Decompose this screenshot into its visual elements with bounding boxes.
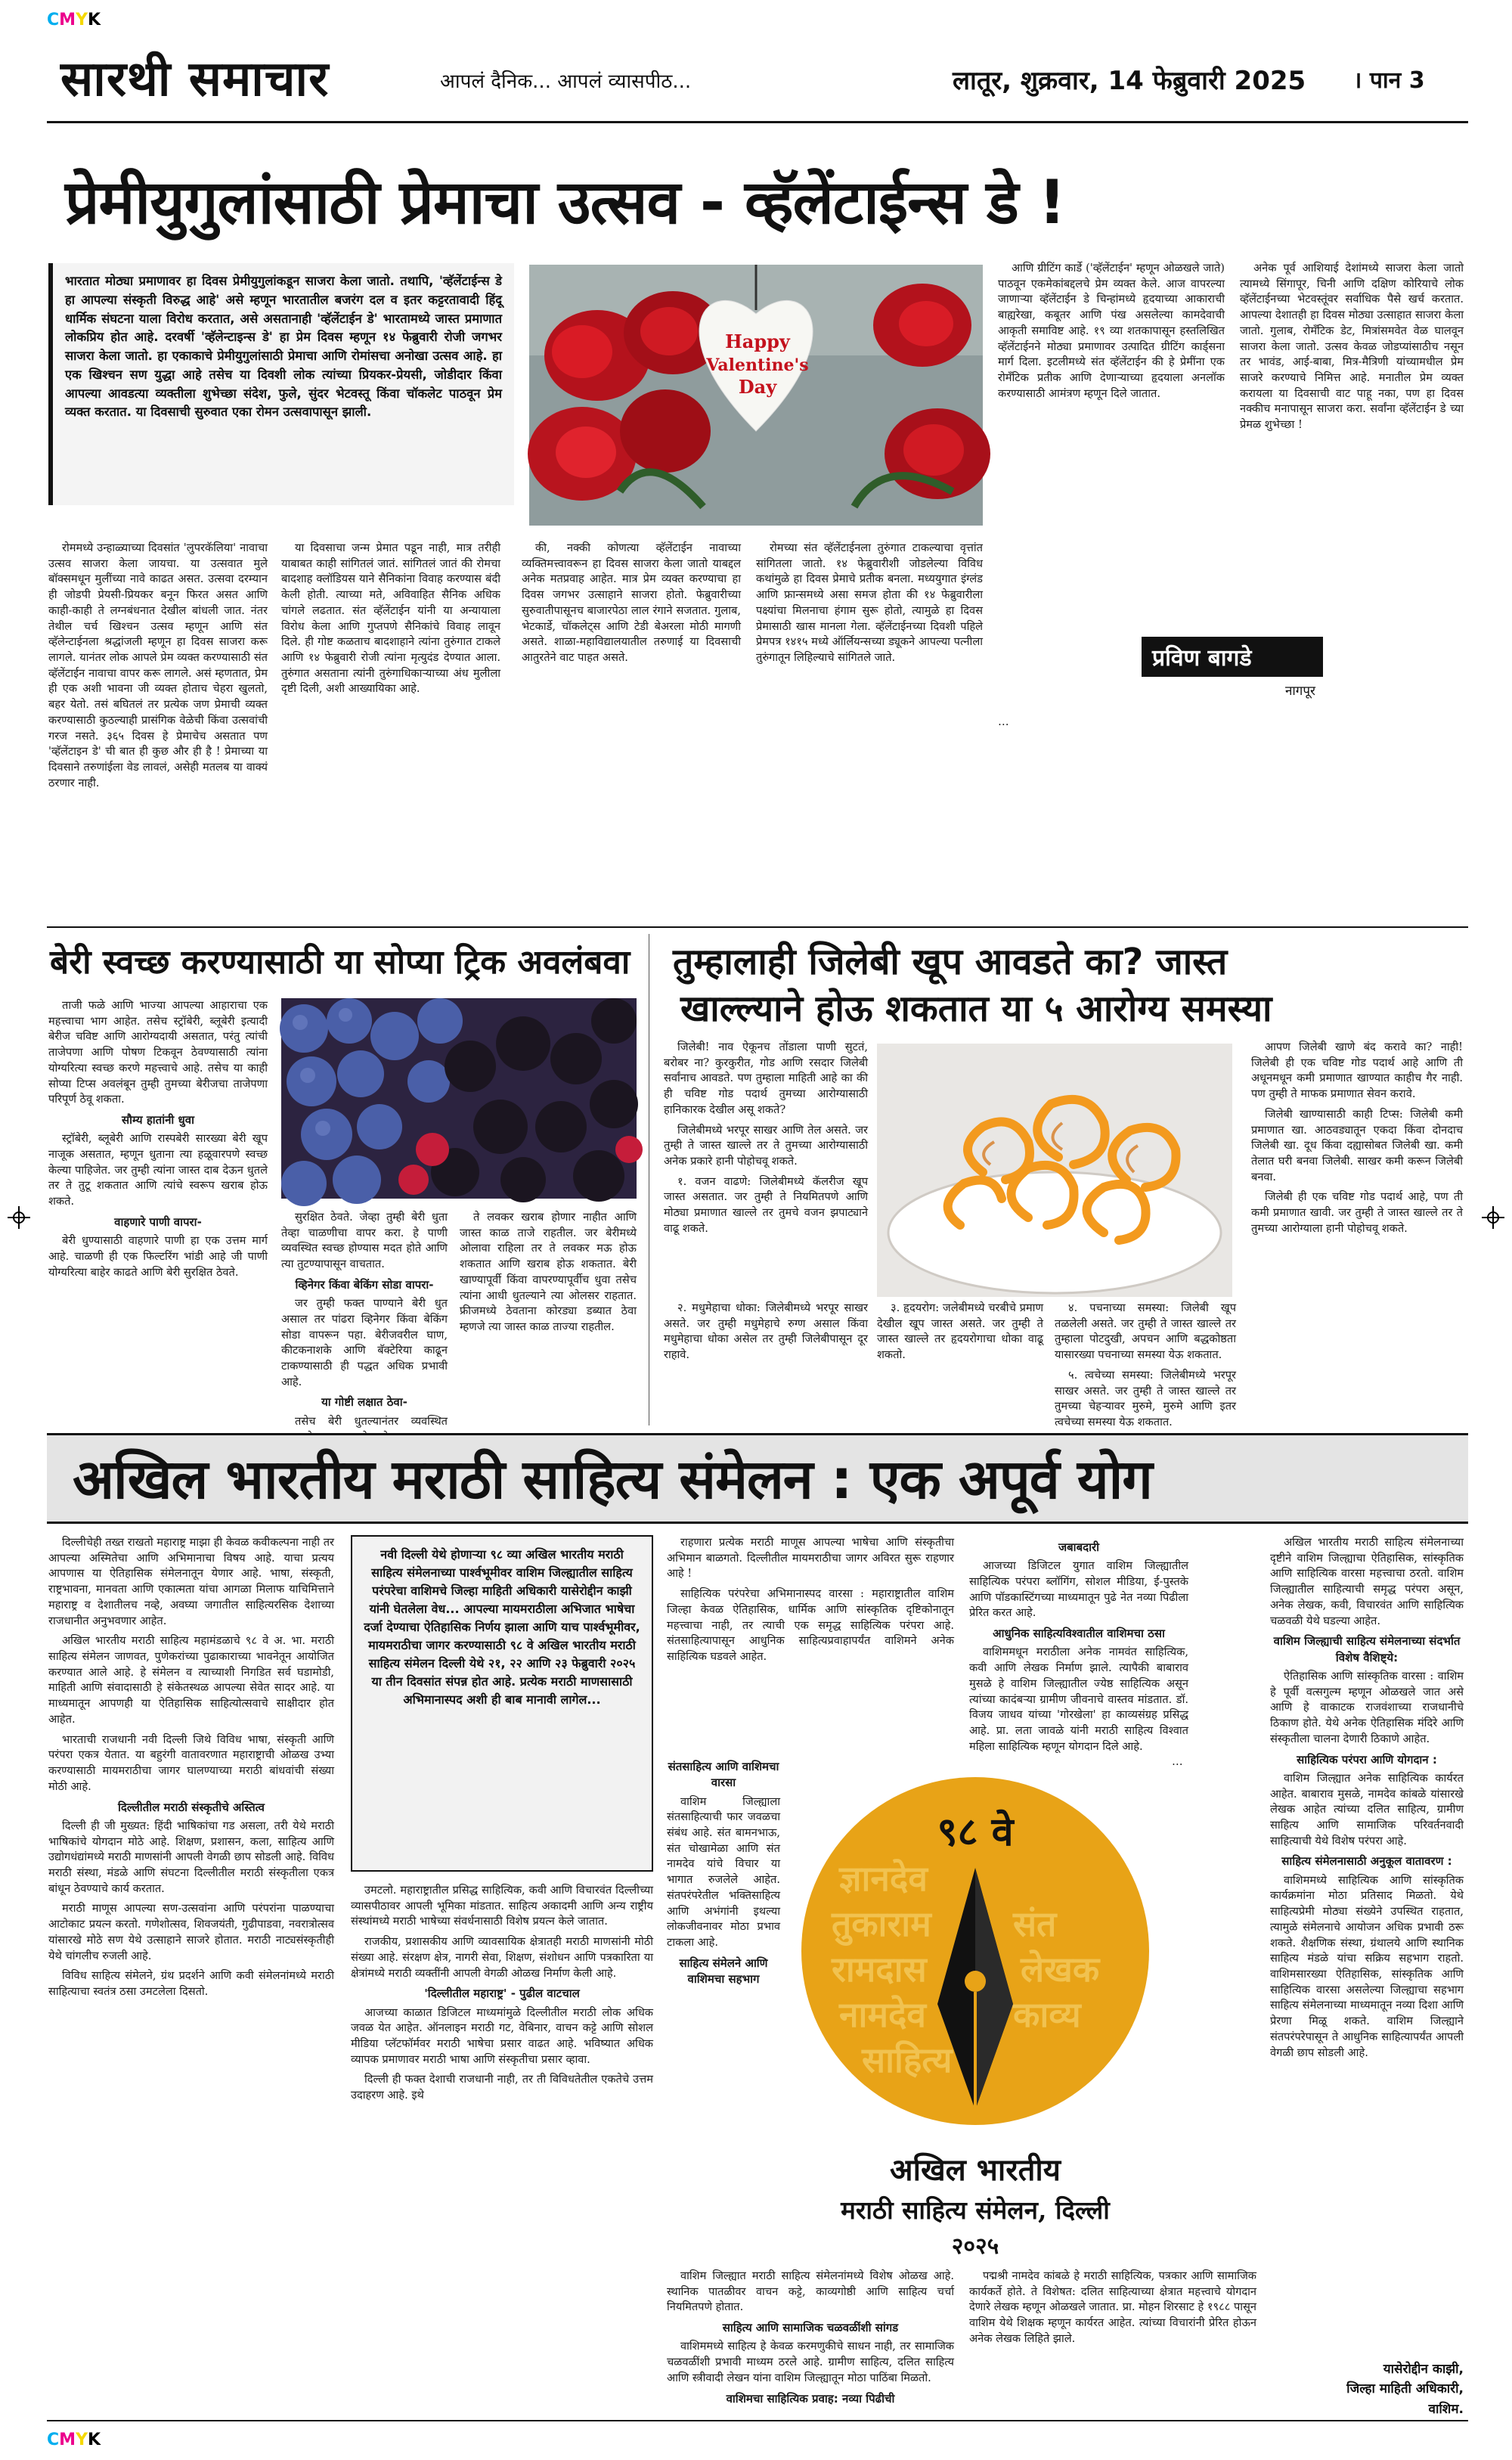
signoff-name: यासेरोद्दीन काझी,	[1383, 2362, 1464, 2377]
sahitya-c4-sub-1: जबाबदारी	[1058, 1540, 1099, 1554]
berries-sub-2: वाहणारे पाणी वापरा-	[114, 1214, 202, 1229]
berries-headline: बेरी स्वच्छ करण्यासाठी या सोप्या ट्रिक अवलंबवा	[50, 943, 631, 982]
berries-col-1	[48, 998, 268, 1422]
jalebi-p6: ४. पचनाच्या समस्या: जिलेबी खूप तळलेली असते. जर तुम्ही ते जास्त खाल्ले तर तुम्हाला पोटदुखी, अपचन आणि बद्धकोष्ठता यासारख्या पचनाच्या समस्या येऊ शकतात.	[1055, 1301, 1236, 1362]
valentine-roses-image	[529, 265, 983, 526]
jalebi-col-5	[1055, 1301, 1236, 1429]
reg-y: Y	[76, 11, 88, 29]
berries-p6: तसेच बेरी धुतल्यानंतर व्यवस्थित	[295, 1414, 448, 1428]
sahitya-c3-p3: वाशिम जिल्ह्याला संतसाहित्याची फार जवळचा संबंध आहे. संत बामनभाऊ, संत चोखामेळा आणि संत नामदेव यांचे विचार या भागात रुजलेले आहेत. संतपरंपरेतील भक्तिसाहित्य आणि अभंगांनी इथल्या लोकजीवनावर मोठा प्रभाव टाकला आहे.	[667, 1795, 780, 1950]
logo-line-1: अखिल भारतीय	[890, 2152, 1061, 2188]
registration-mark-bottom	[47, 2431, 101, 2449]
author-name: प्रविण बागडे	[1142, 637, 1323, 677]
valentine-body-1: रोममध्ये उन्हाळ्याच्या दिवसांत 'लुपरकॅलिया' नावाचा उत्सव साजरा केला जायचा. या उत्सवात मुले बॉक्समधून मुलींच्या नावे काढत असत. उत्सवा दरम्यान ही जोडपी प्रेयसी-प्रियकर बनून फिरत असत आणि काही-काही ते लग्नबंधनात देखील बांधली जात. नंतर तेथील चर्च खिश्चन उत्सव म्हणून आणि संत व्हॅलेन्टाईनला श्रद्धांजली म्हणून हा दिवस साजरा करू लागले. यानंतर लोक आपले प्रेम व्यक्त करण्यासाठी संत व्हॅलेंटाईन नावाचा वापर करू लागले. असं म्हणतात, प्रेम ही एक अशी भावना जी व्यक्त होताच चेहरा खुलतो, बहर येतो. तसं बघितलं तर प्रत्येक जण प्रेमाची व्यक्त करण्यासाठी कुठल्याही प्रासंगिक वेळेची किंवा उत्सवांची गरज नसते. ३६५ दिवस हे प्रेमाचेच असतात पण 'व्हॅलेंटाइन डे' ची बात ही कुछ और ही है ! प्रेमाच्या या दिवसाने तरुणांईला वेड लावलं, असेही मतलब या वाक्यं ठरणार नाही.	[48, 541, 268, 789]
jalebi-p2: जिलेबीमध्ये भरपूर साखर आणि तेल असते. जर तुम्ही ते जास्त खाल्ले तर ते तुमच्या आरोग्यासाठी अनेक प्रकारे हानी पोहोचवू शकते.	[664, 1123, 868, 1168]
sahitya-col-4	[969, 1535, 1188, 1754]
sahitya-col-3c	[667, 2269, 954, 2416]
reg-k: K	[88, 2431, 101, 2449]
roses-illustration	[529, 265, 983, 526]
sahitya-c4-p1: आजच्या डिजिटल युगात वाशिम जिल्ह्यातील साहित्यिक परंपरा ब्लॉगिंग, सोशल मीडिया, ई-पुस्तके आणि पॉडकास्टिंगच्या माध्यमातून पुढे नेत नव्या पिढीला प्रेरित करत आहे.	[969, 1559, 1188, 1620]
valentine-intro-box	[48, 263, 514, 505]
sahitya-c5-p1: अखिल भारतीय मराठी साहित्य संमेलनाच्या दृष्टीने वाशिम जिल्ह्याचा ऐतिहासिक, सांस्कृतिक आणि साहित्यिक वारसा महत्त्वाचा ठरतो. वाशिम जिल्ह्यातील साहित्याची समृद्ध परंपरा असून, अनेक लेखक, कवी, विचारवंत आणि साहित्यिक चळवळी येथे घडल्या आहेत.	[1270, 1536, 1464, 1627]
footer-rule	[47, 2420, 1468, 2421]
berries-sub-3: व्हिनेगर किंवा बेकिंग सोडा वापरा-	[295, 1277, 434, 1292]
sahitya-c5-sub-2: साहित्यिक परंपरा आणि योगदान :	[1297, 1752, 1437, 1767]
jalebi-p8: आपण जिलेबी खाणे बंद करावे का? नाही! जिलेबी ही एक चविष्ट गोड पदार्थ आहे आणि ती अधूनमधून कमी प्रमाणात खाण्यात काहीच गैर नाही. पण तुम्ही ते माफक प्रमाणात सेवन करावे.	[1251, 1041, 1463, 1101]
sahitya-headline: अखिल भारतीय मराठी साहित्य संमेलन : एक अपूर्व योग	[73, 1447, 1152, 1511]
crop-mark-left	[8, 1206, 30, 1229]
sahitya-c3-p4: वाशिम जिल्ह्यात मराठी साहित्य संमेलनांमध्ये विशेष ओळख आहे. स्थानिक पातळीवर वाचन कट्टे, काव्यगोष्ठी आणि साहित्य चर्चा नियमितपणे होतात.	[667, 2269, 954, 2314]
sahitya-c5-sub-1: वाशिम जिल्ह्याची साहित्य संमेलनाच्या संदर्भात विशेष वैशिष्ट्ये:	[1273, 1634, 1461, 1664]
jalebi-headline-1: तुम्हालाही जिलेबी खूप आवडते का? जास्त	[673, 941, 1228, 983]
berries-sub-4: या गोष्टी लक्षात ठेवा-	[321, 1395, 407, 1410]
sahitya-c2-sub-1: 'दिल्लीतील महाराष्ट्र' - पुढील वाटचाल	[424, 1987, 580, 2001]
jalebi-p1: जिलेबी! नाव ऐकूनच तोंडाला पाणी सुटतं, बरोबर ना? कुरकुरीत, गोड आणि रसदार जिलेबी सर्वांनाच आवडते. पण तुम्हाला माहिती आहे का की ही चविष्ट गोड पदार्थ तुमच्या आरोग्यासाठी हानिकारक देखील असू शकते?	[664, 1041, 868, 1116]
reg-y: Y	[76, 2431, 88, 2449]
registration-mark-top	[47, 11, 101, 29]
valentine-col-1	[48, 541, 268, 919]
signoff-role: जिल्हा माहिती अधिकारी,	[1346, 2381, 1464, 2397]
jalebi-p9: जिलेबी खाण्यासाठी काही टिप्स: जिलेबी कमी प्रमाणात खा. आठवड्यातून एकदा किंवा दोनदाच जिलेबी खा. दूध किंवा दह्यासोबत जिलेबी खा. कमी तेलात घरी बनवा जिलेबी. साखर कमी करून जिलेबी बनवा.	[1251, 1107, 1463, 1183]
sahitya-c1-p4: दिल्ली ही जी मुख्यत: हिंदी भाषिकांचा गड असला, तरी येथे मराठी भाषिकांचे योगदान मोठे आहे. शिक्षण, प्रशासन, कला, साहित्य आणि उद्योगधंद्यांमध्ये मराठी माणसांनी आपली वेगळी छाप सोडली आहे. विविध मराठी संस्था, मंडळे आणि संघटना दिल्लीतील मराठी संस्कृतीला एकत्र बांधून ठेवण्याचे कार्य करतात.	[48, 1819, 334, 1895]
berries-sub-1: सौम्य हातांनी धुवा	[122, 1113, 194, 1128]
heart-line-1: Happy	[725, 330, 790, 352]
sahitya-c4-p3: पद्मश्री नामदेव कांबळे हे मराठी साहित्यिक, पत्रकार आणि सामाजिक कार्यकर्ते होते. ते विशेषत: दलित साहित्याच्या क्षेत्रात महत्त्वाचे योगदान देणारे लेखक म्हणून ओळखले जातात. प्रा. मोहन शिरसाट हे १९८८ पासून वाशिम येथे शिक्षक म्हणून कार्यरत आहेत. त्यांच्या विचारांनी प्रेरित होऊन अनेक लेखक लिहिते झाले.	[969, 2269, 1256, 2345]
valentine-col-2	[281, 541, 500, 919]
sahitya-col-3	[667, 1535, 954, 1754]
jalebi-p7: ५. त्वचेच्या समस्या: जिलेबीमध्ये भरपूर साखर असते. जर तुम्ही ते जास्त खाल्ले तर तुमच्या चेहऱ्यावर मुरुमे, मुरुमे आणि इतर त्वचेच्या समस्या येऊ शकतात.	[1055, 1368, 1236, 1429]
sahitya-intro-box	[351, 1535, 653, 1872]
valentine-body-5: आणि ग्रीटिंग कार्डे ('व्हॅलेंटाईन' म्हणून ओळखले जाते) पाठवून एकमेकांबद्दलचे प्रेम व्यक्त केले. आज वापरल्या जाणाऱ्या व्हॅलेंटाईन डे चिन्हांमध्ये हृदयाच्या आकाराची बाह्यरेखा, कबूतर आणि पंख असलेल्या कामदेवाची आकृती समाविष्ट आहे. १९ व्या शतकापासून हस्तलिखित व्हॅलेंटाईनने मोठ्या प्रमाणावर उत्पादित ग्रीटिंग कार्ड्सना मार्ग दिला. इटलीमध्ये संत व्हॅलेंटाईन की हे प्रेमींना एक रोमँटिक प्रतीक आणि देणाऱ्याच्या हृदयाला अनलॉक करण्यासाठी आमंत्रण म्हणून दिले जातात.	[998, 262, 1225, 400]
berries-p2: स्ट्रॉबेरी, ब्लूबेरी आणि रास्पबेरी सारख्या बेरी खूप नाजूक असतात, म्हणून धुताना त्या हळूवारपणे स्वच्छ केल्या पाहिजेत. जर तुम्ही त्यांना जास्त दाब देऊन धुतले तर ते तुटू शकतात आणि त्यांचे स्वरूप खराब होऊ शकते.	[48, 1132, 268, 1208]
berries-p3: बेरी धुण्यासाठी वाहणारे पाणी हा एक उत्तम मार्ग आहे. चाळणी ही एक फिल्टरिंग भांडी आहे जी पाणी योग्यरित्या बाहेर काढते आणि बेरी सुरक्षित ठेवते.	[48, 1234, 268, 1279]
berries-image	[281, 998, 637, 1199]
sahitya-col-2	[351, 1883, 653, 2412]
sahitya-c5-p4: वाशिममध्ये साहित्यिक आणि सांस्कृतिक कार्यक्रमांना मोठा प्रतिसाद मिळतो. येथे साहित्यप्रेमी मोठ्या संख्येने उपस्थित राहतात, त्यामुळे संमेलनाचे आयोजन अधिक प्रभावी ठरू शकते. शैक्षणिक संस्था, ग्रंथालये आणि स्थानिक साहित्य मंडळे यांचा सक्रिय सहभाग राहतो. वाशिमसारख्या ऐतिहासिक, सांस्कृतिक आणि साहित्यिक वारसा असलेल्या जिल्ह्याचा सहभाग साहित्य संमेलनाच्या माध्यमातून नव्या दिशा आणि प्रेरणा मिळू शकते. वाशिम जिल्ह्याने संतपरंपरेपासून ते आधुनिक साहित्यापर्यंत आपली वेगळी छाप सोडली आहे.	[1270, 1873, 1464, 2059]
sahitya-c3-p2: साहित्यिक परंपरेचा अभिमानास्पद वारसा : महाराष्ट्रातील वाशिम जिल्हा केवळ ऐतिहासिक, धार्मिक आणि सांस्कृतिक दृष्टिकोनातून महत्त्वाचा नाही, तर त्याची एक समृद्ध साहित्यिक परंपरा आहे. संतसाहित्यापासून आधुनिक साहित्यप्रवाहापर्यंत वाशिमने अनेक साहित्यिक घडवले आहेत.	[667, 1587, 954, 1664]
valentine-body-4: रोमच्या संत व्हॅलेंटाईनला तुरुंगात टाकल्याचा वृत्तांत सांगितला जातो. १४ फेब्रुवारीशी जोडलेल्या विविध कथांमुळे हा दिवस प्रेमाचे प्रतीक बनला. मध्ययुगात इंग्लंड आणि फ्रान्समध्ये असा समज होता की १४ फेब्रुवारीला पक्ष्यांचा मिलनाचा हंगाम सुरू होतो, त्यामुळे हा दिवस प्रेमासाठी खास मानला गेला. व्हॅलेंटाईनच्या दिवशी पहिले प्रेमपत्र १४१५ मध्ये ऑर्लियन्सच्या ड्यूकने आपल्या पत्नीला तुरुंगातून लिहिल्याचे सांगितले जाते.	[756, 541, 983, 665]
valentine-body-2: या दिवसाचा जन्म प्रेमात पडून नाही, मात्र तरीही याबाबत काही सांगितलं जातं. सांगितलं जातं की रोमचा बादशाह क्लॉडियस याने सैनिकांना विवाह करण्यास बंदी केली होती. त्याच्या मते, अविवाहित सैनिक अधिक चांगले लढतात. संत व्हॅलेंटाईन यांनी या अन्यायाला विरोध केला आणि गुप्तपणे सैनिकांचे विवाह लावून दिले. ही गोष्ट कळताच बादशाहाने त्यांना तुरुंगात टाकले आणि १४ फेब्रुवारी रोजी त्यांना मृत्युदंड देण्यात आला. तुरुंगात असताना त्यांनी तुरुंगाधिकाऱ्याच्या अंध मुलीला दृष्टी दिली, अशी आख्यायिका आहे.	[281, 541, 500, 696]
signoff-place: वाशिम.	[1428, 2401, 1464, 2417]
sahitya-box-text: नवी दिल्ली येथे होणाऱ्या ९८ व्या अखिल भारतीय मराठी साहित्य संमेलनाच्या पार्श्वभूमीवर वाशिम जिल्ह्यातील साहित्य परंपरेचा वाशिमचे जिल्हा माहिती अधिकारी यासेरोद्दीन काझी यांनी घेतलेला वेध... आपल्या मायमराठीला अभिजात भाषेचा दर्जा देण्याचा ऐतिहासिक निर्णय झाला आणि याच पार्श्वभूमीवर, मायमराठीचा जागर करण्यासाठी ९८ वे अखिल भारतीय मराठी साहित्य संमेलन दिल्ली येथे २१, २२ आणि २३ फेब्रुवारी २०२५ या तीन दिवसांत संपन्न होत आहे. प्रत्येक मराठी माणसासाठी अभिमानास्पद अशी ही बाब मानावी लागेल...	[364, 1547, 640, 1707]
sahitya-c5-p2: ऐतिहासिक आणि सांस्कृतिक वारसा : वाशिम हे पूर्वी वत्सगुल्म म्हणून ओळखले जात असे आणि हे वाकाटक राजवंशाच्या राजधानीचे ठिकाण होते. येथे अनेक ऐतिहासिक मंदिरे आणि संस्कृतीला चालना देणारी ठिकाणे आहेत.	[1270, 1669, 1464, 1745]
reg-m: M	[59, 11, 76, 29]
crop-mark-right	[1482, 1206, 1504, 1229]
svg-text:नामदेव: नामदेव	[839, 1994, 926, 2035]
jalebi-col-4	[877, 1301, 1043, 1422]
sahitya-col-4c	[969, 2269, 1256, 2416]
berries-p7: ते लवकर खराब होणार नाहीत आणि जास्त काळ ताजे राहतील. जर बेरीमध्ये ओलावा राहिला तर ते लवकर मऊ होऊ शकतात आणि खराब होऊ शकतात. बेरी खाण्यापूर्वी किंवा वापरण्यापूर्वीच धुवा तसेच त्यांना आधी धुतल्याने त्या ओलसर राहतात. फ्रीजमध्ये ठेवताना कोरड्या डब्यात ठेवा म्हणजे त्या जास्त काळ ताज्या राहतील.	[460, 1211, 637, 1334]
reg-m: M	[59, 2431, 76, 2449]
sahitya-c2-p4: दिल्ली ही फक्त देशाची राजधानी नाही, तर ती विविधतेतील एकतेचे उत्तम उदाहरण आहे. इथे	[351, 2073, 653, 2102]
berries-col-3	[460, 1210, 637, 1422]
jalebi-col-3	[664, 1301, 868, 1422]
heart-line-2: Valentine's	[706, 355, 809, 375]
berries-illustration	[281, 998, 637, 1199]
sahitya-c1-p5: मराठी माणूस आपल्या सण-उत्सवांना आणि परंपरांना पाळण्याचा आटोकाट प्रयत्न करतो. गणेशोत्सव, शिवजयंती, गुढीपाडवा, नवरात्रोत्सव यांसारखे मोठे सण येथे उत्साहाने साजरे होतात. मराठी नाट्यसंस्कृतीही येथे चांगलीच रुजली आहे.	[48, 1902, 334, 1962]
sahitya-c3-sub-4: वाशिमचा साहित्यिक प्रवाह: नव्या पिढीची	[726, 2391, 895, 2406]
valentine-col-5b: …	[998, 715, 1009, 728]
svg-text:साहित्य: साहित्य	[862, 2040, 953, 2080]
logo-year: २०२५	[951, 2233, 999, 2260]
sahitya-c1-p6: विविध साहित्य संमेलने, ग्रंथ प्रदर्शने आणि कवी संमेलनांमध्ये मराठी साहित्याचा स्वतंत्र ठसा उमटलेला दिसतो.	[48, 1969, 334, 1998]
jalebi-p3: १. वजन वाढणे: जिलेबीमध्ये कॅलरीज खूप जास्त असतात. जर तुम्ही ते नियमितपणे आणि मोठ्या प्रमाणात खाल्ले तर तुमचे वजन झपाट्याने वाढू शकते.	[664, 1174, 868, 1235]
masthead-tagline: आपलं दैनिक... आपलं व्यासपीठ...	[440, 70, 692, 93]
masthead-title: सारथी समाचार	[60, 51, 330, 107]
svg-text:तुकाराम: तुकाराम	[832, 1903, 931, 1944]
berries-col-2	[281, 1210, 448, 1428]
sahitya-c1-p1: दिल्लीचेही तख्त राखतो महाराष्ट्र माझा ही केवळ कवीकल्पना नाही तर आपल्या अस्मितेचा आणि अभिमानाचा विषय आहे. याचा प्रत्यय आपणास या ऐतिहासिक संमेलनातून येणार आहे. भाषा, संस्कृती, राष्ट्रभावना, मानवता आणि एकात्मता यांचा आगळा मिलाफ याचिमित्ताने महाराष्ट्र व देशातीलच नव्हे, अवघ्या जगातील साहित्यरसिक देशाच्या राजधानीत अनुभवणार आहेत.	[48, 1536, 334, 1627]
svg-text:संत: संत	[1013, 1903, 1057, 1944]
sahitya-c2-p1: उमटलो. महाराष्ट्रातील प्रसिद्ध साहित्यिक, कवी आणि विचारवंत दिल्लीच्या व्यासपीठावर आपली भूमिका मांडतात. साहित्य अकादमी आणि अन्य राष्ट्रीय संस्थांमध्ये मराठी भाषेच्या संवर्धनासाठी विशेष प्रयत्न केले जातात.	[351, 1884, 653, 1928]
jalebi-p4: २. मधुमेहाचा धोका: जिलेबीमध्ये भरपूर साखर असते. जर तुम्ही मधुमेहाचे रुग्ण असाल किंवा मधुमेहाचा धोका असेल तर तुम्ही जिलेबीपासून दूर राहावे.	[664, 1301, 868, 1362]
berries-p5: जर तुम्ही फक्त पाण्याने बेरी धुत असाल तर पांढरा व्हिनेगर किंवा बेकिंग सोडा वापरून पहा. बेरीजवरील घाण, कीटकनाशके आणि बॅक्टेरिया काढून टाकण्यासाठी ही पद्धत अधिक प्रभावी आहे.	[281, 1297, 448, 1388]
sahitya-c1-p3: भारताची राजधानी नवी दिल्ली जिथे विविध भाषा, संस्कृती आणि परंपरा एकत्र येतात. या बहुरंगी वातावरणात महाराष्ट्राची ओळख उभ्या करण्यासाठी मायमराठीचा जागर घालण्याच्या मराठी बांधवांची संख्या मोठी आहे.	[48, 1733, 334, 1793]
jalebi-p5: ३. हृदयरोग: जलेबीमध्ये चरबीचे प्रमाण देखील खूप जास्त असते. जर तुम्ही ते जास्त खाल्ले तर हृदयरोगाचा धोका वाढू शकतो.	[877, 1301, 1043, 1362]
masthead-dateline: लातूर, शुक्रवार, 14 फेब्रुवारी 2025	[953, 66, 1306, 96]
reg-c: C	[47, 2431, 60, 2449]
sahitya-c4-p2: वाशिममधून मराठीला अनेक नामवंत साहित्यिक, कवी आणि लेखक निर्माण झाले. त्यापैकी बाबाराव मुसळे हे वाशिम जिल्ह्यातील ज्येष्ठ साहित्यिक असून त्यांच्या कादंबऱ्या ग्रामीण जीवनाचे वास्तव मांडतात. डॉ. विजय जाधव यांच्या 'गोरखेला' हा काव्यसंग्रह प्रसिद्ध आहे. प्रा. लता जावळे यांनी मराठी साहित्य विश्वात महिला साहित्यिक म्हणून योगदान दिले आहे.	[969, 1646, 1188, 1753]
sahitya-c1-p2: अखिल भारतीय मराठी साहित्य महामंडळाचे ९८ वे अ. भा. मराठी साहित्य संमेलन जाणवत, पुणेकरांच्या पुढाकाराच्या भावनेतून आयोजित करण्यात आले आहे. हे संमेलन व त्याच्याशी निगडित सर्व घडामोडी, माहिती आणि संवादासाठी हे संकेतस्थळ आपल्या सेवेत सादर आहे. या माध्यमातून आपणही या ऐतिहासिक साहित्योत्सवाचे साक्षीदार होत आहेत.	[48, 1634, 334, 1726]
valentine-col-4	[756, 541, 983, 919]
reg-k: K	[88, 11, 101, 29]
valentine-intro: भारतात मोठ्या प्रमाणावर हा दिवस प्रेमीयुगुलांकडून साजरा केला जातो. तथापि, 'व्हॅलेंटाईन्स डे हा आपल्या संस्कृती विरुद्ध आहे' असे म्हणून भारतातील बजरंग दल व इतर कट्टरतावादी हिंदू धार्मिक संघटना याला विरोध करतात, असे असतानाही 'व्हॅलेंटाईन डे' भारतामध्ये जास्त प्रमाणात लोकप्रिय होत आहे. दरवर्षी 'व्हॅलेन्टाइन्स डे' हा प्रेम दिवस म्हणून १४ फेब्रुवारी रोजी जगभर साजरा केला जातो. हा एकाकाचे प्रेमीयुगुलांसाठी प्रेमाचा आणि रोमांसचा अनोखा उत्सव आहे. हा एक खिश्चन सण युद्धा आहे तसेच या दिवशी लोक त्यांच्या प्रियकर-प्रेयसी, जोडीदार किंवा आपल्या आवडत्या व्यक्तीला शुभेच्छा संदेश, फुले, सुंदर भेटवस्तू किंवा चॉकलेट पाठवून प्रेम व्यक्त करतात. या दिवसाची सुरुवात एका रोमन उत्सवापासून झाली.	[65, 274, 503, 420]
valentine-headline: प्रेमीयुगुलांसाठी प्रेमाचा उत्सव - व्हॅलेंटाईन्स डे !	[65, 167, 1065, 237]
author-place: नागपूर	[1284, 684, 1315, 699]
sahitya-c3-sub-2: साहित्य संमेलने आणि वाशिमचा सहभाग	[679, 1956, 768, 1987]
sahitya-c4-sub-2: आधुनिक साहित्यविश्वातील वाशिमचा ठसा	[993, 1627, 1165, 1641]
logo-line-2: मराठी साहित्य संमेलन, दिल्ली	[841, 2195, 1110, 2225]
sahitya-c2-p3: आजच्या काळात डिजिटल माध्यमांमुळे दिल्लीतील मराठी लोक अधिक जवळ येत आहेत. ऑनलाइन मराठी गट, वेबिनार, वाचन कट्टे आणि सोशल मीडिया प्लॅटफॉर्मवर मराठी भाषेचा प्रसार वाढत आहे. भविष्यात अधिक व्यापक प्रमाणावर मराठी भाषा आणि संस्कृतीचा प्रसार व्हावा.	[351, 2006, 653, 2066]
jalebi-col-1	[664, 1040, 868, 1297]
svg-text:लेखक: लेखक	[1021, 1949, 1100, 1990]
jalebi-illustration	[877, 1044, 1232, 1297]
valentine-body-3: की, नक्की कोणत्या व्हॅलेंटाईन नावाच्या व्यक्तिमत्त्वावरून हा दिवस साजरा केला जातो याबद्दल अनेक मतप्रवाह आहेत. मात्र प्रेम व्यक्त करण्याचा हा दिवस जगभर उत्साहाने साजरा होतो. फेब्रुवारीच्या सुरुवातीपासूनच बाजारपेठा लाल रंगाने सजतात. गुलाब, भेटकार्डे, चॉकलेट्स आणि टेडी बेअरला मोठी मागणी असते. शाळा-महाविद्यालयातील तरुणाई या दिवसाची आतुरतेने वाट पाहत असते.	[522, 541, 741, 665]
jalebi-image	[877, 1044, 1232, 1297]
sammelan-logo	[786, 1762, 1164, 2265]
masthead-rule	[47, 121, 1468, 123]
jalebi-p10: जिलेबी ही एक चविष्ट गोड पदार्थ आहे, पण ती कमी प्रमाणात खावी. जर तुम्ही ते जास्त खाल्ले तर ते तुमच्या आरोग्याला हानी पोहोचवू शकते.	[1251, 1190, 1463, 1235]
sahitya-c1-sub-1: दिल्लीतील मराठी संस्कृतीचे अस्तित्व	[117, 1800, 265, 1814]
sahitya-c5-p3: वाशिम जिल्ह्यात अनेक साहित्यिक कार्यरत आहेत. बाबाराव मुसळे, नामदेव कांबळे यांसारखे लेखक आहेत त्यांच्या दलित साहित्य, ग्रामीण साहित्य आणि सामाजिक परिवर्तनवादी साहित्याची येथे विशेष परंपरा आहे.	[1270, 1771, 1464, 1847]
sahitya-col-5	[1270, 1535, 1464, 2367]
sahitya-c3-sub-1: संतसाहित्य आणि वाशिमचा वारसा	[668, 1760, 779, 1790]
page-number: । पान 3	[1353, 67, 1425, 94]
jalebi-headline-2: खाल्ल्याने होऊ शकतात या ५ आरोग्य समस्या	[680, 988, 1272, 1030]
sammelan-emblem	[786, 1762, 1164, 2140]
sahitya-col-3b	[667, 1754, 780, 2269]
sahitya-c3-p5: वाशिममध्ये साहित्य हे केवळ करमणुकीचे साधन नाही, तर सामाजिक चळवळींशी प्रभावी माध्यम ठरले आहे. ग्रामीण साहित्य, दलित साहित्य आणि स्त्रीवादी लेखन यांना वाशिम जिल्ह्यातून मोठा पाठिंबा मिळतो.	[667, 2340, 954, 2384]
svg-text:ज्ञानदेव: ज्ञानदेव	[839, 1858, 928, 1899]
valentine-col-3	[522, 541, 741, 919]
berries-p4: सुरक्षित ठेवते. जेव्हा तुम्ही बेरी धुता तेव्हा चाळणीचा वापर करा. हे पाणी व्यवस्थित स्वच्छ होण्यास मदत होते आणि त्या तुटण्यापासून वाचतात.	[281, 1211, 448, 1271]
sahitya-c5-sub-3: साहित्य संमेलनासाठी अनुकूल वातावरण :	[1281, 1854, 1452, 1869]
jalebi-col-2	[1251, 1040, 1463, 1422]
sahitya-col-1	[48, 1535, 334, 2416]
sahitya-c3-sub-3: साहित्य आणि सामाजिक चळवळींशी सांगड	[722, 2321, 899, 2335]
reg-c: C	[47, 11, 60, 29]
section-rule-1	[47, 926, 1468, 928]
heart-line-3: Day	[738, 376, 777, 398]
sahitya-c3-p1: राहणारा प्रत्येक मराठी माणूस आपल्या भाषेचा आणि संस्कृतीचा अभिमान बाळगतो. दिल्लीतील मायमराठीचा जागर अविरत सुरू राहणार आहे !	[667, 1536, 954, 1581]
berries-p1: ताजी फळे आणि भाज्या आपल्या आहाराचा एक महत्त्वाचा भाग आहेत. तसेच स्ट्रॉबेरी, ब्लूबेरी इत्यादी बेरीज चविष्ट आणि आरोग्यदायी असतात, परंतु त्यांची ताजेपणा आणि पोषण टिकवून ठेवण्यासाठी त्यांना योग्यरित्या स्वच्छ करणे महत्त्वाचे आहे. तसेच या काही सोप्या टिप्स अवलंबून तुम्ही तुमच्या बेरीजचा ताजेपणा परिपूर्ण ठेवू शकता.	[48, 999, 268, 1106]
author-box	[1142, 637, 1323, 697]
logo-number: ९८ वे	[937, 1809, 1014, 1855]
valentine-body-6: अनेक पूर्व आशियाई देशांमध्ये साजरा केला जातो त्यामध्ये सिंगापूर, चिनी आणि दक्षिण कोरियाचे लोक व्हॅलेंटाईनच्या भेटवस्तूंवर सर्वाधिक पैसे खर्च करतात. आपल्या देशातही हा दिवस मोठ्या उत्साहात साजरा केला जातो. गुलाब, रोमँटिक डेट, मित्रांसमवेत वेळ घालवून साजरा केला जातो. उत्सव केवळ जोडप्यांसाठीच नसून तर भावंड, आई-बाबा, मित्र-मैत्रिणी यांच्यामधील प्रेम साजरे करण्याचे निमित्त आहे. मनातील प्रेम व्यक्त करायला या दिवसाची वाट पाहू नका, पण हा दिवस नक्कीच मनापासून साजरा करा. सर्वांना व्हॅलेंटाईन डे च्या प्रेमळ शुभेच्छा !	[1240, 262, 1464, 432]
signoff-block	[1247, 2359, 1464, 2419]
sahitya-c2-p2: राजकीय, प्रशासकीय आणि व्यावसायिक क्षेत्रातही मराठी माणसांनी मोठी संख्या आहे. संरक्षण क्षेत्र, नागरी सेवा, शिक्षण, संशोधन आणि पत्रकारिता या क्षेत्रांमध्ये मराठी व्यक्तींनी आपली वेगळी ओळख निर्माण केली आहे.	[351, 1935, 653, 1980]
svg-text:काव्य: काव्य	[1013, 1994, 1081, 2035]
svg-text:रामदास: रामदास	[832, 1949, 927, 1990]
sahitya-col-4b: …	[1172, 1755, 1183, 1768]
